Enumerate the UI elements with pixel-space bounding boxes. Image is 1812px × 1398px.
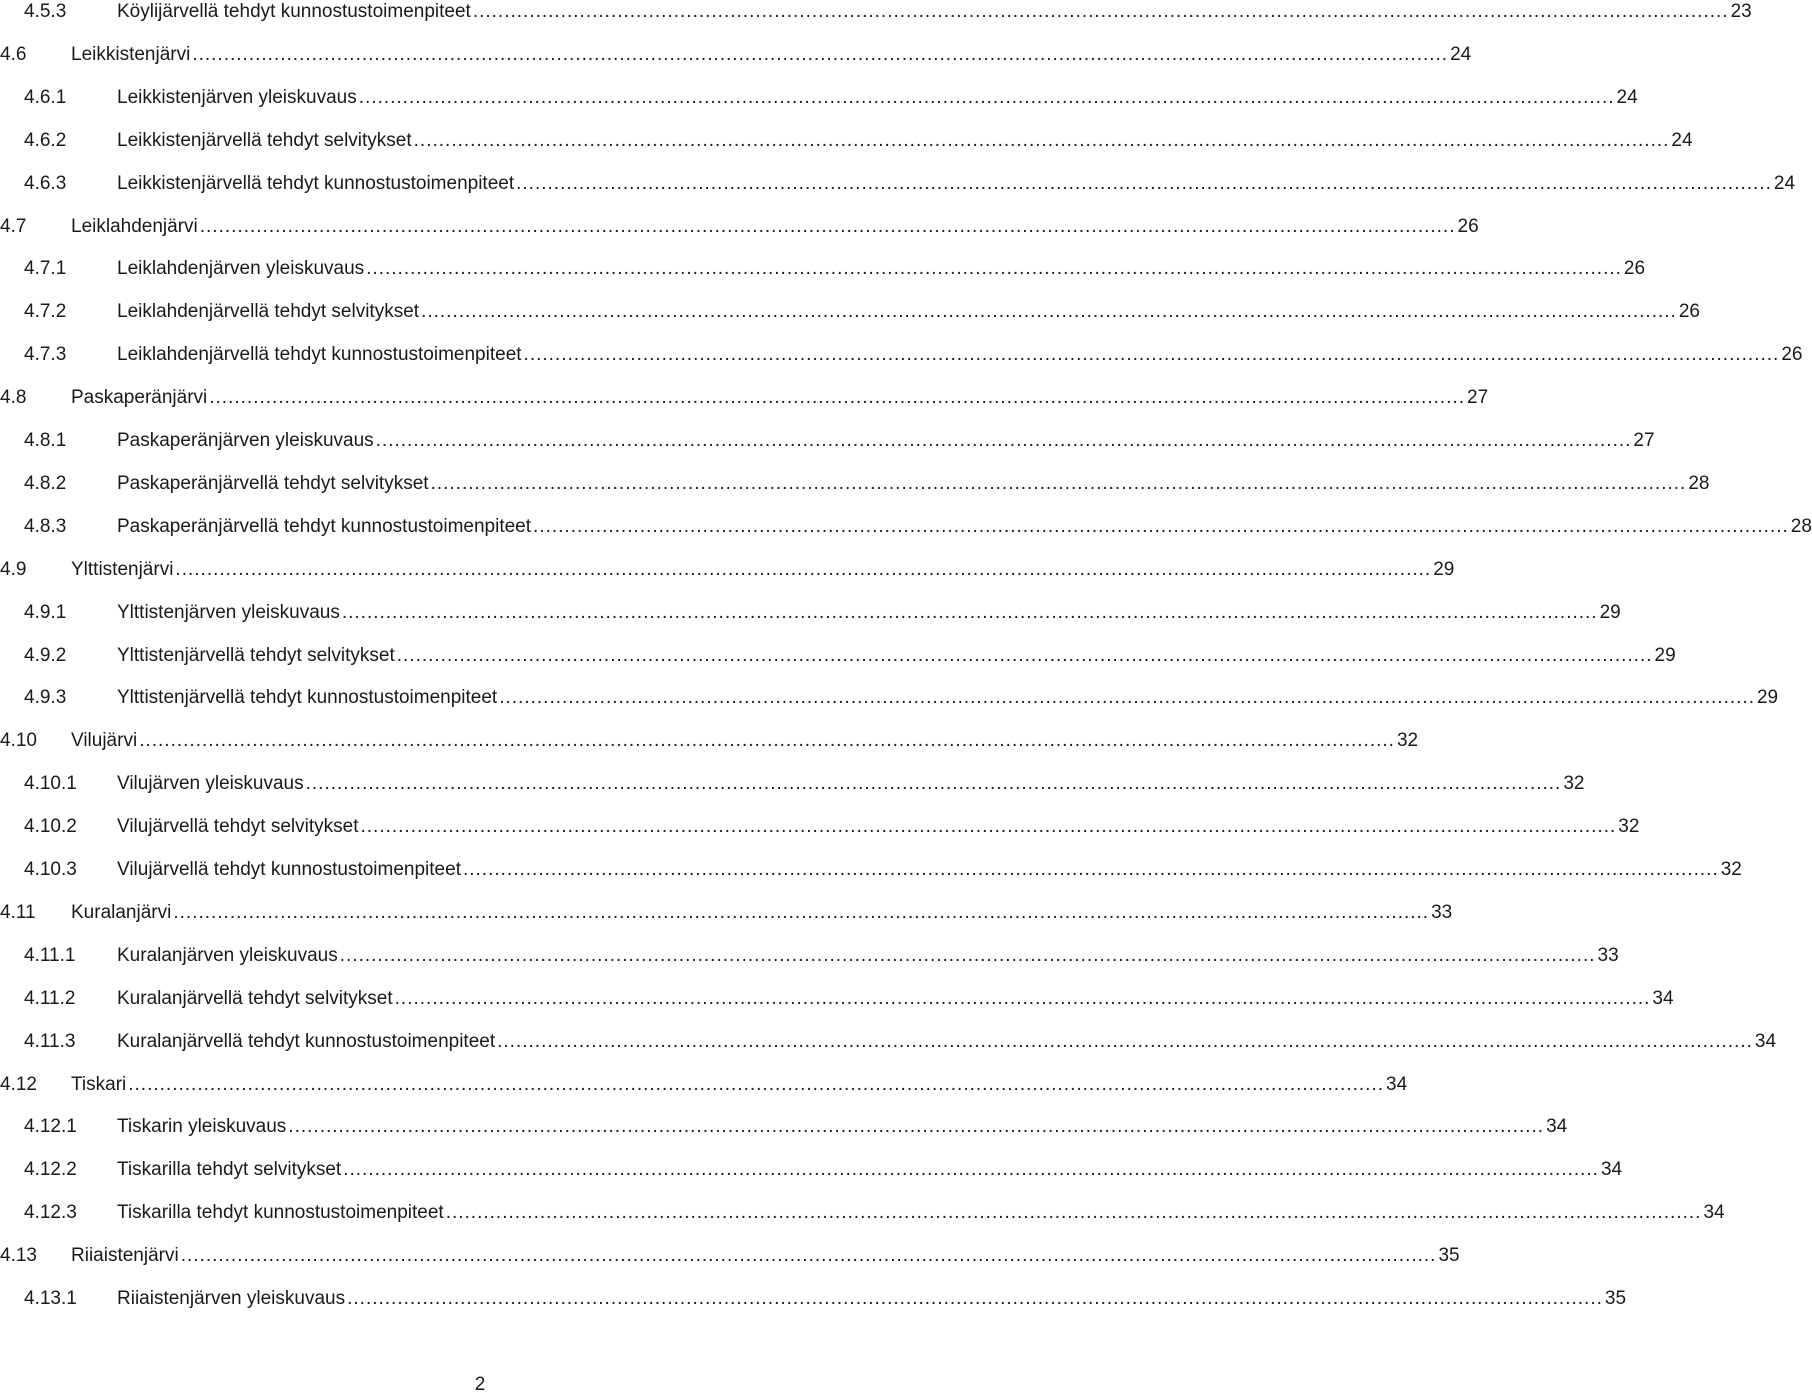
toc-entry[interactable]	[0, 557, 1455, 583]
toc-dot-leader: ........................................................................................................................................................................................................	[288, 1116, 1545, 1138]
toc-dot-leader: ........................................................................................................................................................................................................	[413, 129, 1670, 151]
toc-entry[interactable]	[0, 256, 1646, 282]
toc-entry-body	[117, 814, 1640, 840]
toc-entry-number: 4.11.3	[24, 1030, 76, 1052]
toc-entry-number: 4.8.1	[24, 430, 67, 451]
toc-entry-title: Leiklahdenjärven yleiskuvaus	[117, 258, 365, 280]
toc-entry[interactable]	[0, 771, 1585, 797]
toc-entry-title: Paskaperänjärven yleiskuvaus	[117, 430, 374, 451]
toc-dot-leader: ........................................................................................................................................................................................................	[375, 430, 1632, 451]
toc-entry-title: Leikkistenjärvi	[71, 43, 191, 65]
toc-entry-body	[117, 0, 1752, 25]
toc-entry-title: Tiskarilla tehdyt selvitykset	[117, 1159, 342, 1181]
toc-entry-body	[71, 1243, 1460, 1269]
toc-entry-number: 4.8.2	[24, 472, 67, 494]
toc-entry[interactable]	[0, 0, 1752, 25]
toc-dot-leader: ........................................................................................................................................................................................................	[180, 1245, 1437, 1267]
toc-entry-body	[117, 685, 1779, 711]
toc-entry-number: 4.11	[0, 901, 36, 923]
toc-entry-number: 4.10	[0, 730, 37, 752]
toc-entry-title: Ylttistenjärvi	[71, 558, 174, 580]
toc-entry-title: Leiklahdenjärvellä tehdyt selvitykset	[117, 301, 420, 323]
toc-entry-page: 34	[1600, 1159, 1623, 1181]
toc-entry-page: 34	[1386, 1073, 1408, 1095]
toc-entry-body	[117, 514, 1812, 540]
toc-entry-title: Ylttistenjärven yleiskuvaus	[117, 601, 340, 623]
toc-dot-leader: ........................................................................................................................................................................................................	[421, 301, 1677, 323]
toc-dot-leader: ........................................................................................................................................................................................................	[366, 258, 1622, 280]
toc-entry-page: 24	[1671, 129, 1693, 151]
toc-entry-page: 34	[1652, 987, 1674, 1009]
toc-entry-title: Paskaperänjärvellä tehdyt kunnostustoimenpiteet	[117, 515, 532, 537]
page-number: 2	[474, 1374, 486, 1395]
toc-entry-page: 34	[1546, 1116, 1568, 1138]
toc-entry-body	[117, 342, 1803, 368]
toc-entry-body	[117, 128, 1693, 154]
toc-entry-number: 4.10.3	[24, 859, 77, 880]
toc-entry-title: Paskaperänjärvi	[71, 387, 208, 409]
toc-entry-number: 4.13.1	[24, 1288, 77, 1309]
toc-entry[interactable]	[0, 943, 1619, 969]
toc-entry-title: Ylttistenjärvellä tehdyt selvitykset	[117, 644, 395, 666]
toc-entry-page: 34	[1703, 1202, 1725, 1224]
toc-dot-leader: ........................................................................................................................................................................................................	[472, 1, 1729, 22]
toc-entry-page: 35	[1604, 1288, 1627, 1309]
toc-entry-number: 4.10.2	[24, 816, 77, 838]
toc-dot-leader: ........................................................................................................................................................................................................	[341, 601, 1598, 623]
toc-entry[interactable]	[0, 428, 1655, 454]
toc-entry[interactable]	[0, 214, 1479, 240]
toc-entry-number: 4.5.3	[24, 1, 67, 22]
toc-entry-page: 34	[1754, 1030, 1777, 1052]
toc-entry-page: 27	[1467, 387, 1489, 409]
toc-entry-number: 4.9	[0, 558, 27, 580]
toc-entry-body	[71, 214, 1479, 240]
toc-dot-leader: ........................................................................................................................................................................................................	[445, 1202, 1702, 1224]
toc-entry-number: 4.11.1	[24, 944, 76, 966]
toc-dot-leader: ........................................................................................................................................................................................................	[128, 1073, 1385, 1095]
toc-entry-body	[117, 1029, 1777, 1055]
toc-entry[interactable]	[0, 299, 1700, 325]
toc-dot-leader: ........................................................................................................................................................................................................	[209, 387, 1466, 409]
toc-entry-page: 24	[1773, 172, 1796, 194]
toc-entry[interactable]	[0, 128, 1693, 154]
toc-dot-leader: ........................................................................................................................................................................................................	[173, 901, 1430, 923]
toc-entry-body	[117, 1200, 1725, 1226]
toc-dot-leader: ........................................................................................................................................................................................................	[430, 472, 1687, 494]
toc-entry-number: 4.8.3	[24, 515, 67, 537]
toc-entry-page: 29	[1756, 687, 1779, 709]
toc-entry-body	[117, 428, 1655, 454]
toc-entry[interactable]	[0, 1029, 1777, 1055]
toc-entry-body	[117, 943, 1619, 969]
toc-entry[interactable]	[0, 85, 1638, 111]
toc-entry-title: Vilujärvi	[71, 730, 138, 752]
toc-entry-page: 33	[1431, 901, 1453, 923]
toc-entry-body	[71, 728, 1419, 754]
toc-entry-number: 4.12.2	[24, 1159, 77, 1181]
toc-entry-title: Kuralanjärvellä tehdyt selvitykset	[117, 987, 393, 1009]
toc-dot-leader: ........................................................................................................................................................................................................	[175, 558, 1432, 580]
toc-entry[interactable]	[0, 42, 1472, 68]
toc-entry[interactable]	[0, 514, 1812, 540]
toc-entry-title: Leiklahdenjärvellä tehdyt kunnostustoimenpiteet	[117, 344, 522, 366]
toc-entry[interactable]	[0, 1157, 1623, 1183]
toc-entry-number: 4.13	[0, 1245, 37, 1267]
toc-entry-body	[117, 857, 1742, 883]
toc-entry-body	[117, 1114, 1568, 1140]
toc-entry-title: Leiklahdenjärvi	[71, 215, 198, 237]
toc-entry-number: 4.9.3	[24, 687, 67, 709]
toc-entry-title: Vilujärven yleiskuvaus	[117, 773, 304, 795]
toc-entry-body	[117, 771, 1585, 797]
toc-entry-title: Tiskari	[71, 1073, 127, 1095]
toc-dot-leader: ........................................................................................................................................................................................................	[339, 944, 1596, 966]
toc-dot-leader: ........................................................................................................................................................................................................	[358, 86, 1615, 108]
toc-entry-body	[71, 42, 1472, 68]
toc-entry-body	[71, 385, 1489, 411]
toc-entry-body	[117, 471, 1710, 497]
toc-dot-leader: ........................................................................................................................................................................................................	[523, 344, 1780, 366]
toc-dot-leader: ........................................................................................................................................................................................................	[199, 215, 1456, 237]
toc-entry[interactable]	[0, 814, 1640, 840]
toc-dot-leader: ........................................................................................................................................................................................................	[192, 43, 1449, 65]
toc-entry-body	[117, 643, 1676, 669]
toc-entry-page: 29	[1654, 644, 1676, 666]
toc-entry-title: Kuralanjärven yleiskuvaus	[117, 944, 338, 966]
toc-entry-title: Köylijärvellä tehdyt kunnostustoimenpiteet	[117, 1, 471, 22]
toc-entry-page: 26	[1781, 344, 1803, 366]
toc-entry-title: Ylttistenjärvellä tehdyt kunnostustoimenpiteet	[117, 687, 498, 709]
toc-entry[interactable]	[0, 857, 1742, 883]
toc-entry-number: 4.6.3	[24, 172, 67, 194]
toc-entry-page: 35	[1438, 1245, 1460, 1267]
toc-entry-page: 29	[1433, 558, 1455, 580]
toc-entry-number: 4.6	[0, 43, 27, 65]
toc-entry-title: Paskaperänjärvellä tehdyt selvitykset	[117, 472, 429, 494]
toc-entry[interactable]	[0, 600, 1621, 626]
toc-entry-page: 28	[1688, 472, 1710, 494]
toc-entry[interactable]	[0, 1286, 1627, 1312]
toc-entry-number: 4.9.1	[24, 601, 67, 623]
toc-entry-body	[71, 557, 1455, 583]
toc-entry-title: Tiskarin yleiskuvaus	[117, 1116, 287, 1138]
toc-entry[interactable]	[0, 385, 1489, 411]
toc-dot-leader: ........................................................................................................................................................................................................	[462, 859, 1719, 880]
toc-dot-leader: ........................................................................................................................................................................................................	[533, 515, 1789, 537]
toc-entry-number: 4.10.1	[24, 773, 77, 795]
toc-entry-title: Leikkistenjärven yleiskuvaus	[117, 86, 357, 108]
toc-entry-number: 4.12.1	[24, 1116, 77, 1138]
toc-entry-page: 32	[1396, 730, 1419, 752]
toc-dot-leader: ........................................................................................................................................................................................................	[394, 987, 1651, 1009]
toc-entry-body	[71, 1072, 1408, 1098]
toc-entry-page: 26	[1678, 301, 1700, 323]
toc-entry-page: 32	[1720, 859, 1742, 880]
toc-entry-number: 4.11.2	[24, 987, 76, 1009]
toc-dot-leader: ........................................................................................................................................................................................................	[347, 1288, 1603, 1309]
toc-entry-body	[117, 1286, 1627, 1312]
toc-entry-page: 28	[1790, 515, 1812, 537]
toc-entry-title: Riiaistenjärven yleiskuvaus	[117, 1288, 346, 1309]
toc-entry-number: 4.12.3	[24, 1202, 77, 1224]
toc-entry-title: Tiskarilla tehdyt kunnostustoimenpiteet	[117, 1202, 444, 1224]
toc-entry[interactable]	[0, 986, 1674, 1012]
toc-entry-page: 24	[1616, 86, 1638, 108]
toc-dot-leader: ........................................................................................................................................................................................................	[396, 644, 1653, 666]
toc-entry-title: Leikkistenjärvellä tehdyt selvitykset	[117, 129, 412, 151]
toc-dot-leader: ........................................................................................................................................................................................................	[139, 730, 1395, 752]
toc-entry-page: 29	[1599, 601, 1621, 623]
toc-entry-page: 26	[1457, 215, 1479, 237]
toc-entry-body	[117, 171, 1796, 197]
toc-dot-leader: ........................................................................................................................................................................................................	[360, 816, 1617, 838]
toc-entry-number: 4.7.3	[24, 344, 67, 366]
toc-entry[interactable]	[0, 1200, 1725, 1226]
toc-entry-page: 27	[1633, 430, 1655, 451]
toc-entry-title: Kuralanjärvi	[71, 901, 172, 923]
toc-entry-number: 4.7.1	[24, 258, 67, 280]
toc-entry-page: 32	[1618, 816, 1640, 838]
toc-entry-number: 4.8	[0, 387, 27, 409]
toc-dot-leader: ........................................................................................................................................................................................................	[497, 1030, 1753, 1052]
toc-dot-leader: ........................................................................................................................................................................................................	[516, 172, 1772, 194]
toc-entry-number: 4.7	[0, 215, 27, 237]
toc-entry-title: Kuralanjärvellä tehdyt kunnostustoimenpiteet	[117, 1030, 496, 1052]
toc-entry[interactable]	[0, 342, 1803, 368]
toc-entry[interactable]	[0, 728, 1419, 754]
toc-entry[interactable]	[0, 1114, 1568, 1140]
toc-entry-page: 32	[1563, 773, 1585, 795]
toc-entry-page: 26	[1623, 258, 1646, 280]
toc-entry-body	[117, 85, 1638, 111]
toc-entry-number: 4.7.2	[24, 301, 67, 323]
toc-entry-number: 4.12	[0, 1073, 37, 1095]
toc-entry-body	[117, 986, 1674, 1012]
toc-dot-leader: ........................................................................................................................................................................................................	[499, 687, 1755, 709]
toc-entry-page: 23	[1730, 1, 1752, 22]
toc-entry-number: 4.6.1	[24, 86, 67, 108]
toc-entry[interactable]	[0, 471, 1710, 497]
toc-entry[interactable]	[0, 900, 1453, 926]
toc-dot-leader: ........................................................................................................................................................................................................	[343, 1159, 1599, 1181]
toc-entry[interactable]	[0, 643, 1676, 669]
toc-entry-body	[71, 900, 1453, 926]
toc-entry[interactable]	[0, 1243, 1460, 1269]
toc-entry[interactable]	[0, 171, 1796, 197]
toc-entry-body	[117, 600, 1621, 626]
toc-entry[interactable]	[0, 1072, 1408, 1098]
toc-entry-body	[117, 299, 1700, 325]
toc-entry-page: 24	[1450, 43, 1472, 65]
toc-entry-number: 4.6.2	[24, 129, 67, 151]
toc-entry-title: Riiaistenjärvi	[71, 1245, 179, 1267]
toc-entry-page: 33	[1597, 944, 1619, 966]
toc-entry-title: Vilujärvellä tehdyt selvitykset	[117, 816, 359, 838]
toc-entry[interactable]	[0, 685, 1779, 711]
toc-entry-title: Leikkistenjärvellä tehdyt kunnostustoimenpiteet	[117, 172, 515, 194]
toc-entry-number: 4.9.2	[24, 644, 67, 666]
toc-entry-body	[117, 1157, 1623, 1183]
toc-dot-leader: ........................................................................................................................................................................................................	[305, 773, 1562, 795]
toc-entry-body	[117, 256, 1646, 282]
toc-entry-title: Vilujärvellä tehdyt kunnostustoimenpiteet	[117, 859, 461, 880]
